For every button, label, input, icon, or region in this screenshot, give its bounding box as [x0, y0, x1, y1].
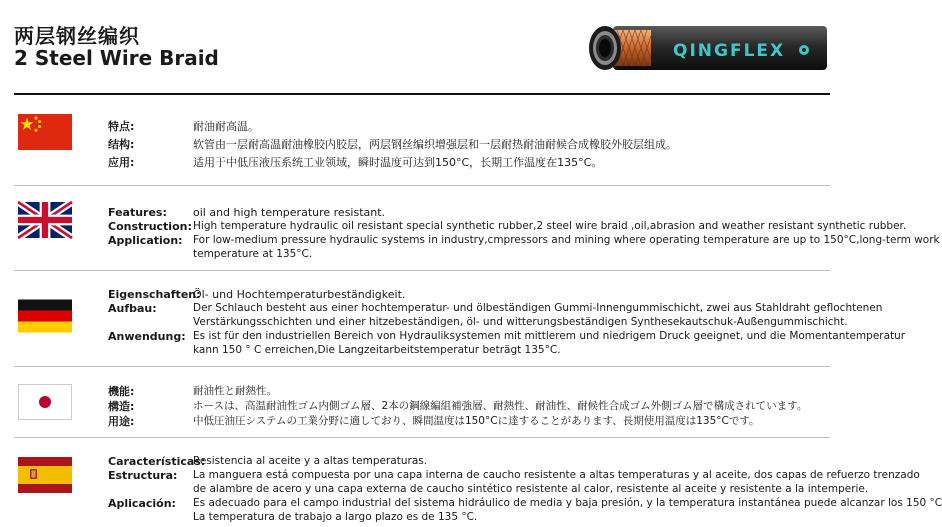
construction-text-ja: ホースは、高温耐油性ゴム内側ゴム層、2本の鋼線編組補強層、耐熱性、耐油性、耐候性合成ゴム外側ゴム層で構成されています。 [193, 400, 808, 412]
section-divider [14, 185, 830, 186]
features-text-es: Resistencia al aceite y a altas temperaturas. [193, 455, 428, 467]
japan-flag-icon [18, 384, 72, 420]
section-divider [14, 366, 830, 367]
features-label-es: Características: [108, 455, 206, 468]
construction-text-de: Der Schlauch besteht aus einer hochtemperatur- und ölbeständigen Gummi-Innengummischicht, zwei aus Stahldraht geflochtenen [193, 302, 883, 314]
construction-label-ja: 構造: [108, 400, 135, 413]
application-label-en: Application: [108, 234, 183, 247]
china-flag-icon [18, 114, 72, 150]
application-text-ja: 中低圧油圧システムの工業分野に適しており、瞬間温度は150°Cに達することがあります、長期使用温度は135°Cです。 [193, 415, 760, 427]
application-text-de-line2: kann 150 ° C erreichen,Die Langzeitarbeitstemperatur beträgt 135°C. [193, 344, 561, 356]
application-label-zh: 应用: [108, 156, 135, 169]
features-label-ja: 機能: [108, 385, 135, 398]
construction-label-zh: 结构: [108, 138, 135, 151]
section-divider [14, 437, 830, 438]
features-label-de: Eigenschaften: [108, 288, 201, 301]
construction-text-en: High temperature hydraulic oil resistant special synthetic rubber,2 steel wire braid ,oil,abrasion and weather resistant synthetic rubber. [193, 220, 907, 232]
brand-logo-text: QINGFLEX [673, 41, 786, 61]
features-text-ja: 耐油性と耐熱性。 [193, 385, 277, 397]
features-text-en: oil and high temperature resistant. [193, 206, 386, 219]
application-text-de: Es ist für den industriellen Bereich von Hydrauliksystemen mit mittlerem und niedrigem Druck geeignet, und die Momentantemperatur [193, 330, 906, 342]
construction-label-es: Estructura: [108, 469, 178, 482]
construction-label-en: Construction: [108, 220, 192, 233]
application-label-de: Anwendung: [108, 330, 186, 343]
hose-product-image [583, 22, 829, 74]
application-text-en: For low-medium pressure hydraulic systems in industry,cmpressors and mining where operating temperature are up to 150°C,long-term work [193, 234, 940, 246]
section-divider [14, 270, 830, 271]
germany-flag-icon [18, 298, 72, 334]
construction-text-es-line2: de alambre de acero y una capa externa de caucho sintético resistente al calor, resistente al aceite y resistente a la intemperie. [193, 483, 869, 495]
header-divider [14, 93, 830, 95]
page-title-chinese: 两层钢丝编织 [14, 24, 140, 48]
application-text-zh: 适用于中低压液压系统工业领域，瞬时温度可达到150°C，长期工作温度在135°C。 [193, 156, 603, 169]
uk-flag-icon [18, 202, 72, 238]
spain-flag-icon [18, 457, 72, 493]
features-text-de: Öl- und Hochtemperaturbeständigkeit. [193, 288, 406, 301]
application-text-en-line2: temperature at 135°C. [193, 248, 313, 260]
construction-text-es: La manguera está compuesta por una capa interna de caucho resistente a altas temperaturas y al aceite, dos capas de refuerzo trenzado [193, 469, 920, 481]
page-title-english: 2 Steel Wire Braid [14, 46, 219, 70]
application-label-es: Aplicación: [108, 497, 176, 510]
application-text-es: Es adecuado para el campo industrial del sistema hidráulico de media y baja presión, y la temperatura instantánea puede alcanzar los 150 °C [193, 497, 942, 509]
application-label-ja: 用途: [108, 415, 135, 428]
features-label-zh: 特点: [108, 120, 135, 133]
construction-text-zh: 软管由一层耐高温耐油橡胶内胶层，两层钢丝编织增强层和一层耐热耐油耐候合成橡胶外胶层组成。 [193, 138, 677, 151]
construction-text-de-line2: Verstärkungsschichten und einer hitzebeständigen, öl- und witterungsbeständigen Synthesekautschuk-Außengummischicht. [193, 316, 848, 328]
features-label-en: Features: [108, 206, 167, 219]
application-text-es-line2: La temperatura de trabajo a largo plazo es de 135 °C. [193, 511, 478, 523]
construction-label-de: Aufbau: [108, 302, 157, 315]
features-text-zh: 耐油耐高温。 [193, 120, 259, 133]
